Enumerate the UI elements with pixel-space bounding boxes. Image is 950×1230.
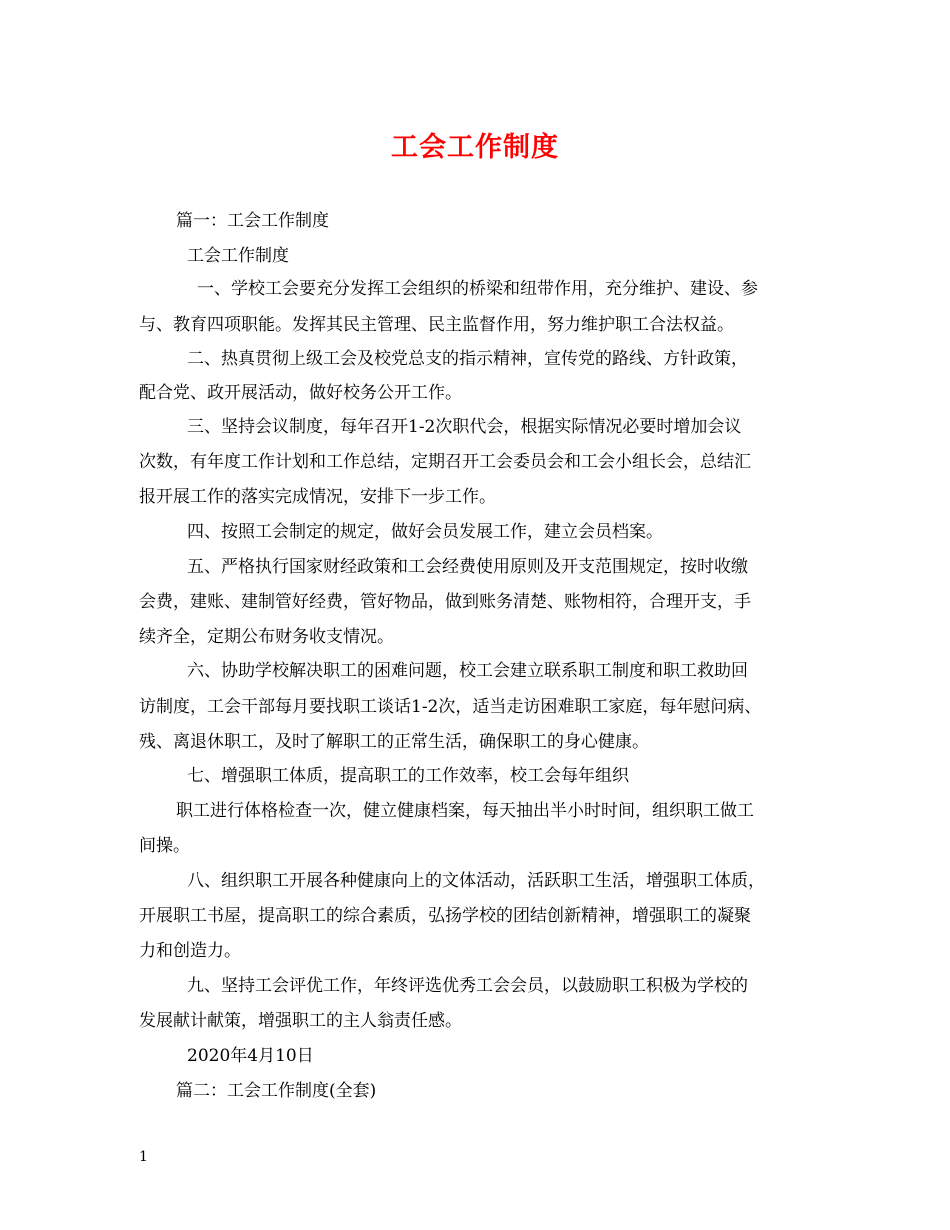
paragraph-line: 五、严格执行国家财经政策和工会经费使用原则及开支范围规定，按时收缴 [187, 557, 748, 577]
paragraph-line: 间操。 [139, 836, 190, 856]
paragraph-line: 力和创造力。 [139, 941, 241, 961]
page-number: 1 [139, 1149, 148, 1165]
paragraph-line: 一、学校工会要充分发挥工会组织的桥梁和纽带作用，充分维护、建设、参 [197, 279, 758, 299]
paragraph-line: 残、离退休职工，及时了解职工的正常生活，确保职工的身心健康。 [139, 732, 649, 752]
paragraph-line: 配合党、政开展活动，做好校务公开工作。 [139, 383, 462, 403]
paragraph-line: 三、坚持会议制度，每年召开1-2次职代会，根据实际情况必要时增加会议 [187, 417, 742, 437]
paragraph-line: 六、协助学校解决职工的困难问题，校工会建立联系职工制度和职工救助回 [187, 661, 748, 681]
subtitle: 工会工作制度 [187, 246, 289, 266]
paragraph-line: 七、增强职工体质，提高职工的工作效率，校工会每年组织 [187, 766, 629, 786]
paragraph-line: 与、教育四项职能。发挥其民主管理、民主监督作用，努力维护职工合法权益。 [139, 315, 734, 335]
paragraph-line: 四、按照工会制定的规定，做好会员发展工作，建立会员档案。 [187, 522, 663, 542]
paragraph-line: 发展献计献策，增强职工的主人翁责任感。 [139, 1011, 462, 1031]
section-heading-2: 篇二：工会工作制度(全套) [176, 1081, 377, 1101]
document-title: 工会工作制度 [391, 132, 559, 163]
paragraph-line: 八、组织职工开展各种健康向上的文体活动，活跃职工生活，增强职工体质， [187, 871, 765, 891]
document-date: 2020年4月10日 [187, 1046, 314, 1066]
paragraph-line: 报开展工作的落实完成情况，安排下一步工作。 [139, 487, 496, 507]
paragraph-line: 九、坚持工会评优工作，年终评选优秀工会会员，以鼓励职工积极为学校的 [187, 976, 748, 996]
paragraph-line: 二、热真贯彻上级工会及校党总支的指示精神，宣传党的路线、方针政策， [187, 349, 748, 369]
paragraph-line: 次数，有年度工作计划和工作总结，定期召开工会委员会和工会小组长会，总结汇 [139, 452, 751, 472]
paragraph-line: 续齐全，定期公布财务收支情况。 [139, 627, 394, 647]
paragraph-line: 会费，建账、建制管好经费，管好物品，做到账务清楚、账物相符，合理开支，手 [139, 592, 751, 612]
section-heading-1: 篇一：工会工作制度 [176, 211, 329, 231]
paragraph-line: 开展职工书屋，提高职工的综合素质，弘扬学校的团结创新精神，增强职工的凝聚 [139, 906, 751, 926]
paragraph-line: 访制度，工会干部每月要找职工谈话1-2次，适当走访困难职工家庭，每年慰问病、 [139, 697, 762, 717]
paragraph-line: 职工进行体格检查一次，健立健康档案，每天抽出半小时时间，组织职工做工 [176, 801, 754, 821]
